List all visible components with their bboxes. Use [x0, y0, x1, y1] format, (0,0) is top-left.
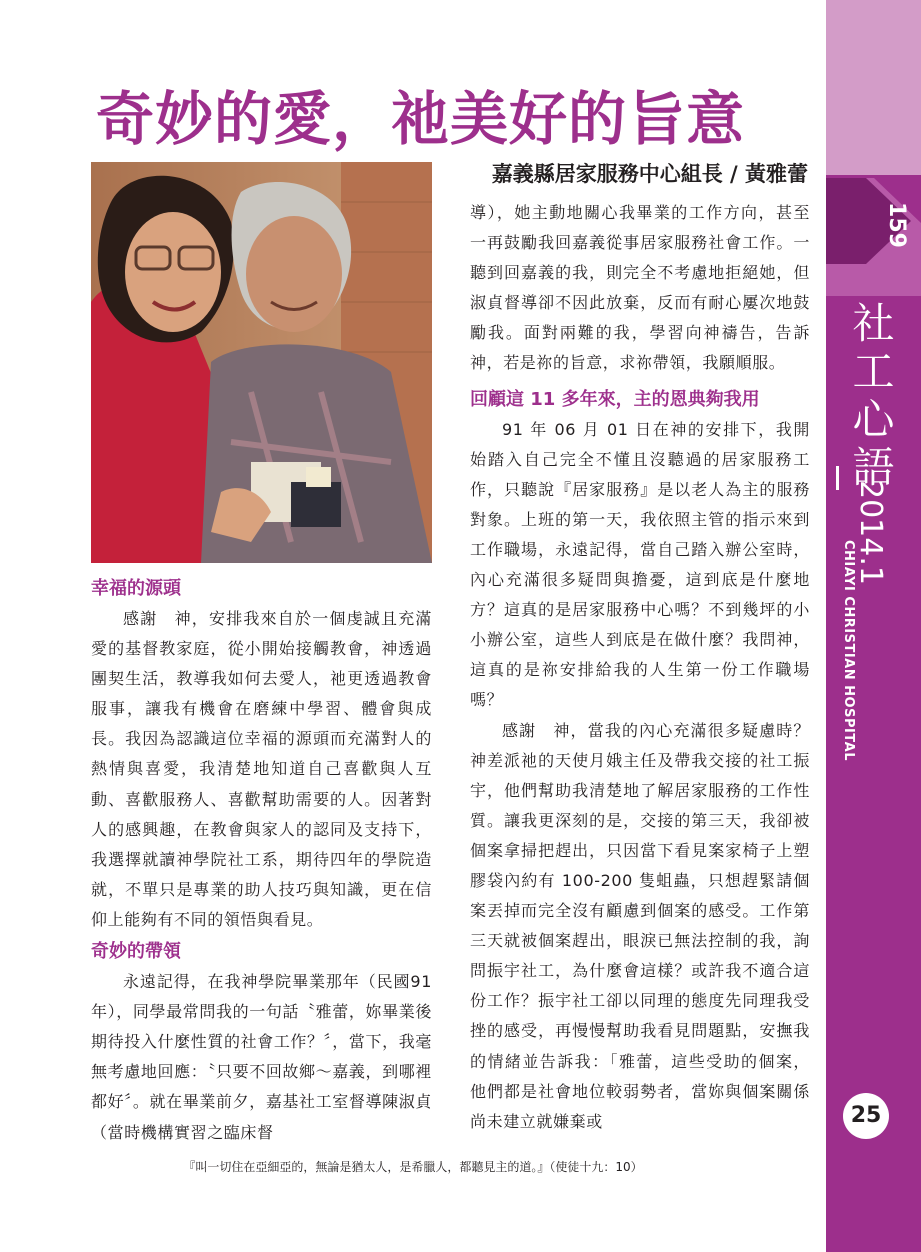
left-column — [91, 574, 432, 1148]
column-title-char: 語 — [852, 443, 895, 492]
issue-number: 159 — [884, 202, 909, 248]
right-column — [470, 198, 810, 1137]
column-title — [826, 300, 921, 492]
column-title-char: 工 — [852, 347, 895, 396]
section-heading: 幸福的源頭 — [91, 578, 181, 599]
issue-date: 2014.1 — [853, 480, 888, 585]
paragraph: 導），她主動地關心我畢業的工作方向，甚至一再鼓勵我回嘉義從事居家服務社會工作。一聽到回嘉義的我，則完全不考慮地拒絕她，但淑貞督導卻不因此放棄，反而有耐心屢次地鼓勵我。面對兩難的我，學習向神禱告，告訴 神，若是祢的旨意，求祢帶領，我願順服。 — [470, 203, 810, 373]
section-heading: 奇妙的帶領 — [91, 941, 181, 963]
paragraph: 感謝 神，當我的內心充滿很多疑慮時？神差派祂的天使月娥主任及帶我交接的社工振宇，他們幫助我清楚地了解居家服務的工作性質。讓我更深刻的是，交接的第三天，我卻被個案拿掃把趕出，只因當下看見案家椅子上塑膠袋內約有 100-200 隻蛆蟲，只想趕緊請個案丟掉而完全沒有顧慮到個案的感受。工作第三天就被個案趕出，眼淚已無法控制的我，詢問振宇社工，為什麼會這樣？或許我不適合這份工作？振宇社工卻以同理的態度先同理我受挫的感受，再慢慢幫助我看見問題點，安撫我的情緒並告訴我：「雅蕾，這些受助的個案，他們都是社會地位較弱勢者，當妳與個案關係尚未建立就嫌棄或 — [470, 720, 810, 1131]
author-byline: 嘉義縣居家服務中心組長 / 黃雅蕾 — [491, 161, 808, 186]
paragraph: 感謝 神，安排我來自於一個虔誠且充滿愛的基督教家庭，從小開始接觸教會，神透過團契生活，教導我如何去愛人，祂更透過教會服事，讓我有機會在磨練中學習、體會與成長。我因為認識這位幸福的源頭而充滿對人的熱情與喜愛，我清楚地知道自己喜歡與人互動、喜歡服務人、喜歡幫助需要的人。因著對人的感興趣，在教會與家人的認同及支持下，我選擇就讀神學院社工系，期待四年的學院造就，不單只是專業的助人技巧與知識，更在信仰上能夠有不同的領悟與看見。 — [91, 609, 432, 929]
section-heading: 回顧這 11 多年來，主的恩典夠我用 — [470, 388, 760, 410]
paragraph: 永遠記得，在我神學院畢業那年（民國91 年），同學最常問我的一句話〝雅蕾，妳畢業後期待投入什麼性質的社會工作？〞，當下，我毫無考慮地回應：〝只要不回故鄉～嘉義，到哪裡都好〞。就在畢業前夕，嘉基社工室督導陳淑貞（當時機構實習之臨床督 — [91, 972, 432, 1142]
paragraph: 91 年 06 月 01 日在神的安排下，我開始踏入自己完全不懂且沒聽過的居家服務工作，只聽說『居家服務』是以老人為主的服務對象。上班的第一天，我依照主管的指示來到工作職場，永遠記得，當自己踏入辦公室時，內心充滿很多疑問與擔憂，這到底是什麼地方？這真的是居家服務中心嗎？不到幾坪的小小辦公室，這些人到底是在做什麼？我問神，這真的是祢安排給我的人生第一份工作職場嗎？ — [470, 419, 810, 710]
hospital-name — [841, 540, 856, 570]
footer-verse: 『叫一切住在亞細亞的，無論是猶太人，是希臘人，都聽見主的道。』（使徒十九：10） — [183, 1160, 643, 1174]
column-title-char: 社 — [852, 299, 895, 348]
column-title-char: 心 — [852, 395, 895, 444]
article-photo — [91, 162, 432, 563]
article-title: 奇妙的愛，祂美好的旨意 — [96, 85, 746, 153]
sidebar-top-band — [826, 0, 921, 175]
title-divider — [836, 466, 839, 490]
page-number: 25 — [843, 1093, 889, 1139]
